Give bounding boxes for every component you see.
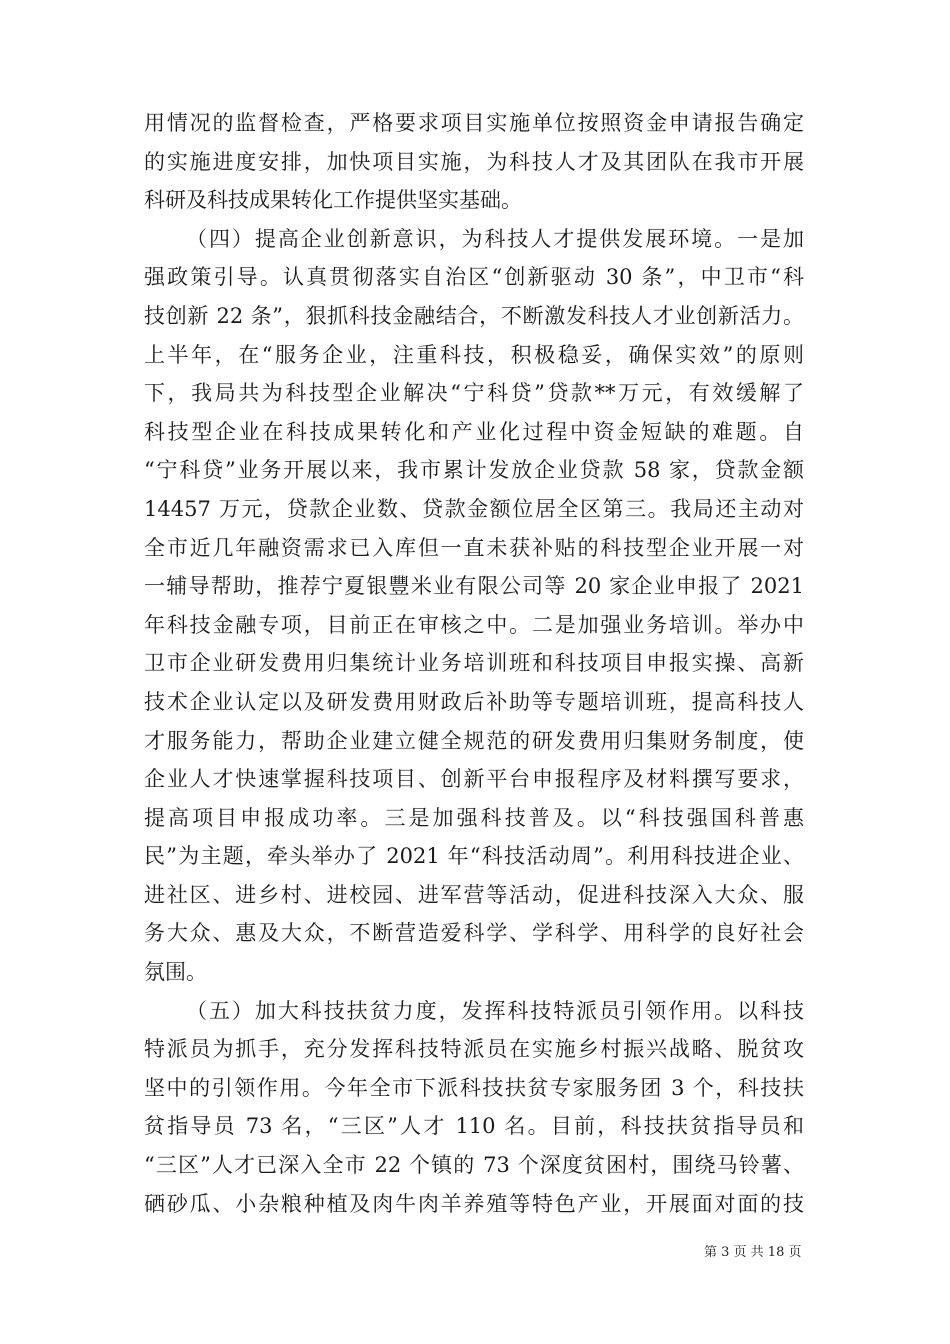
text-line: 一辅导帮助，推荐宁夏银豐米业有限公司等 20 家企业申报了 2021 bbox=[144, 574, 804, 599]
text-line: 14457 万元，贷款企业数、贷款金额位居全区第三。我局还主动对 bbox=[144, 496, 804, 521]
text-line: 进社区、进乡村、进校园、进军营等活动，促进科技深入大众、服 bbox=[144, 882, 804, 907]
text-line: 氛围。 bbox=[144, 960, 207, 985]
text-line: 企业人才快速掌握科技项目、创新平台申报程序及材料撰写要求， bbox=[144, 767, 804, 792]
text-line: 才服务能力，帮助企业建立健全规范的研发费用归集财务制度，使 bbox=[144, 728, 804, 753]
text-line: “三区”人才已深入全市 22 个镇的 73 个深度贫困村，围绕马铃薯、 bbox=[144, 1153, 804, 1178]
text-line: 务大众、惠及大众，不断营造爱科学、学科学、用科学的良好社会 bbox=[144, 921, 804, 946]
text-line: 的实施进度安排，加快项目实施，为科技人才及其团队在我市开展 bbox=[144, 149, 804, 174]
page-number: 第 3 页 共 18 页 bbox=[704, 1245, 802, 1260]
text-line: 技术企业认定以及研发费用财政后补助等专题培训班，提高科技人 bbox=[144, 689, 804, 714]
text-line: 强政策引导。认真贯彻落实自治区“创新驱动 30 条”，中卫市“科 bbox=[144, 265, 804, 290]
text-line: “宁科贷”业务开展以来，我市累计发放企业贷款 58 家，贷款金额 bbox=[144, 458, 804, 483]
text-line: 科技型企业在科技成果转化和产业化过程中资金短缺的难题。自 bbox=[144, 419, 804, 444]
text-line: 硒砂瓜、小杂粮种植及肉牛肉羊养殖等特色产业，开展面对面的技 bbox=[144, 1191, 804, 1216]
text-line: 提高项目申报成功率。三是加强科技普及。以“科技强国科普惠 bbox=[144, 805, 804, 830]
text-line: 下，我局共为科技型企业解决“宁科贷”贷款**万元，有效缓解了 bbox=[144, 381, 804, 406]
text-line: （四）提高企业创新意识，为科技人才提供发展环境。一是加 bbox=[186, 226, 804, 251]
text-line: 年科技金融专项，目前正在审核之中。二是加强业务培训。举办中 bbox=[144, 612, 804, 637]
text-line: 技创新 22 条”，狠抓科技金融结合，不断激发科技人才业创新活力。 bbox=[144, 303, 804, 328]
text-line: 坚中的引领作用。今年全市下派科技扶贫专家服务团 3 个，科技扶 bbox=[144, 1075, 804, 1100]
text-line: 用情况的监督检查，严格要求项目实施单位按照资金申请报告确定 bbox=[144, 111, 804, 135]
text-line: 科研及科技成果转化工作提供坚实基础。 bbox=[144, 188, 522, 213]
text-line: 民”为主题，牵头举办了 2021 年“科技活动周”。利用科技进企业、 bbox=[144, 844, 804, 869]
text-line: 特派员为抓手，充分发挥科技特派员在实施乡村振兴战略、脱贫攻 bbox=[144, 1037, 804, 1062]
body-text bbox=[144, 104, 804, 1223]
text-line: 上半年，在“服务企业，注重科技，积极稳妥，确保实效”的原则 bbox=[144, 342, 804, 367]
text-line: （五）加大科技扶贫力度，发挥科技特派员引领作用。以科技 bbox=[186, 998, 804, 1023]
text-line: 贫指导员 73 名，“三区”人才 110 名。目前，科技扶贫指导员和 bbox=[144, 1114, 804, 1139]
text-line: 卫市企业研发费用归集统计业务培训班和科技项目申报实操、高新 bbox=[144, 651, 804, 676]
text-line: 全市近几年融资需求已入库但一直未获补贴的科技型企业开展一对 bbox=[144, 535, 804, 560]
